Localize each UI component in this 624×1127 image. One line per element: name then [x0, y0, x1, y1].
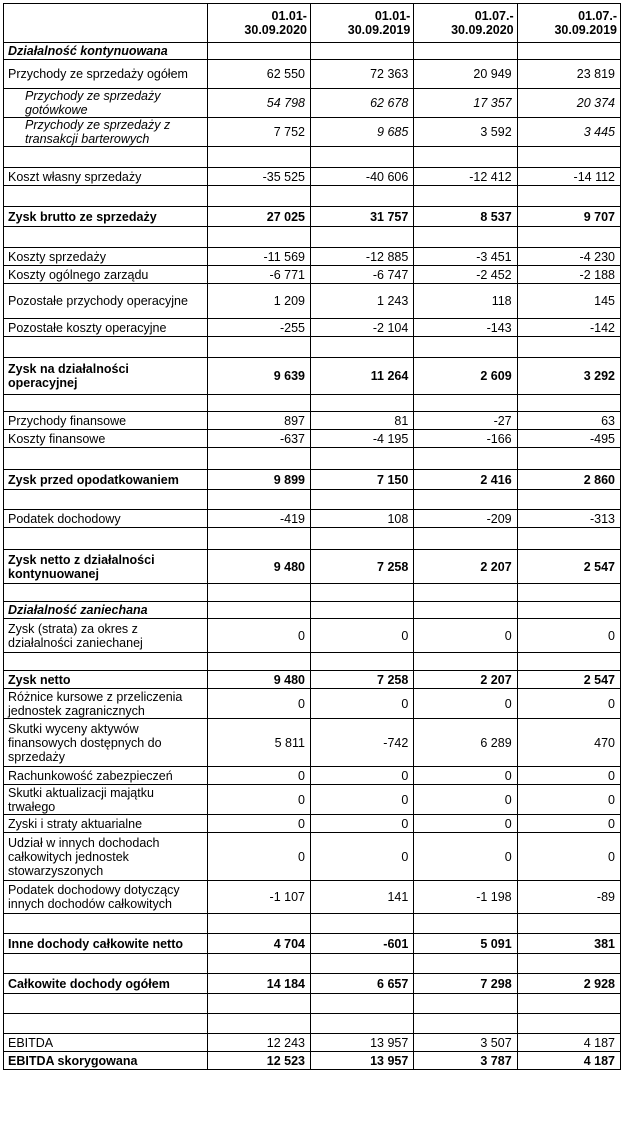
value-cell-col-3: 2 416	[414, 470, 517, 490]
value-cell-col-1	[207, 448, 310, 470]
row-label	[4, 337, 208, 358]
value-cell-col-4: 0	[517, 619, 620, 653]
value-cell-col-2	[310, 528, 413, 550]
row-label	[4, 994, 208, 1014]
value-cell-col-2	[310, 448, 413, 470]
value-cell-col-3: 8 537	[414, 207, 517, 227]
value-cell-col-1: 12 523	[207, 1052, 310, 1070]
value-cell-col-4: 2 928	[517, 974, 620, 994]
value-cell-col-2: 81	[310, 412, 413, 430]
value-cell-col-2: 7 258	[310, 550, 413, 584]
value-cell-col-2: 108	[310, 510, 413, 528]
value-cell-col-1: -1 107	[207, 881, 310, 914]
table-row	[4, 689, 621, 719]
value-cell-col-3: 118	[414, 284, 517, 319]
row-label: Zysk (strata) za okres z działalności zaniechanej	[4, 619, 208, 653]
spacer-row	[4, 954, 621, 974]
value-cell-col-1: 897	[207, 412, 310, 430]
row-label: Działalność kontynuowana	[4, 43, 208, 60]
value-cell-col-1: 0	[207, 785, 310, 815]
table-row	[4, 833, 621, 881]
value-cell-col-2: 6 657	[310, 974, 413, 994]
value-cell-col-4: 381	[517, 934, 620, 954]
value-cell-col-4	[517, 602, 620, 619]
value-cell-col-3: 0	[414, 785, 517, 815]
table-row	[4, 248, 621, 266]
value-cell-col-1	[207, 43, 310, 60]
value-cell-col-4: 20 374	[517, 89, 620, 118]
spacer-row	[4, 227, 621, 248]
value-cell-col-1: 9 639	[207, 358, 310, 395]
value-cell-col-3	[414, 954, 517, 974]
value-cell-col-4	[517, 584, 620, 602]
value-cell-col-4	[517, 186, 620, 207]
value-cell-col-2	[310, 1014, 413, 1034]
row-label: Zysk przed opodatkowaniem	[4, 470, 208, 490]
row-label	[4, 395, 208, 412]
value-cell-col-1	[207, 395, 310, 412]
value-cell-col-4: 145	[517, 284, 620, 319]
row-label: Zysk brutto ze sprzedaży	[4, 207, 208, 227]
value-cell-col-1	[207, 227, 310, 248]
table-row	[4, 207, 621, 227]
row-label: Działalność zaniechana	[4, 602, 208, 619]
header-period-4: 01.07.- 30.09.2019	[517, 4, 620, 43]
header-period-3: 01.07.- 30.09.2020	[414, 4, 517, 43]
row-label: Podatek dochodowy dotyczący innych dochodów całkowitych	[4, 881, 208, 914]
value-cell-col-2: -742	[310, 719, 413, 767]
row-label	[4, 448, 208, 470]
value-cell-col-2	[310, 227, 413, 248]
value-cell-col-2: 141	[310, 881, 413, 914]
value-cell-col-1: 0	[207, 689, 310, 719]
row-label: Inne dochody całkowite netto	[4, 934, 208, 954]
value-cell-col-4: 4 187	[517, 1034, 620, 1052]
value-cell-col-1: -11 569	[207, 248, 310, 266]
row-label: Pozostałe przychody operacyjne	[4, 284, 208, 319]
row-label: Przychody ze sprzedaży gotówkowe	[4, 89, 208, 118]
value-cell-col-4: 0	[517, 689, 620, 719]
value-cell-col-1: -255	[207, 319, 310, 337]
spacer-row	[4, 914, 621, 934]
row-label: Różnice kursowe z przeliczenia jednostek zagranicznych	[4, 689, 208, 719]
value-cell-col-3	[414, 528, 517, 550]
value-cell-col-2: 13 957	[310, 1034, 413, 1052]
value-cell-col-3: 5 091	[414, 934, 517, 954]
value-cell-col-4	[517, 490, 620, 510]
value-cell-col-2: -601	[310, 934, 413, 954]
row-label: Skutki aktualizacji majątku trwałego	[4, 785, 208, 815]
value-cell-col-2	[310, 994, 413, 1014]
value-cell-col-1: 0	[207, 815, 310, 833]
value-cell-col-3: 0	[414, 689, 517, 719]
value-cell-col-2: 1 243	[310, 284, 413, 319]
value-cell-col-4: 4 187	[517, 1052, 620, 1070]
value-cell-col-2: 7 150	[310, 470, 413, 490]
value-cell-col-1	[207, 914, 310, 934]
value-cell-col-2: 0	[310, 785, 413, 815]
value-cell-col-4: 2 860	[517, 470, 620, 490]
value-cell-col-3	[414, 653, 517, 671]
table-row	[4, 510, 621, 528]
value-cell-col-1	[207, 994, 310, 1014]
value-cell-col-4	[517, 227, 620, 248]
row-label	[4, 186, 208, 207]
value-cell-col-3: 3 787	[414, 1052, 517, 1070]
value-cell-col-3: -27	[414, 412, 517, 430]
value-cell-col-3: 3 507	[414, 1034, 517, 1052]
value-cell-col-2: 62 678	[310, 89, 413, 118]
value-cell-col-3	[414, 914, 517, 934]
header-period-2: 01.01- 30.09.2019	[310, 4, 413, 43]
row-label: Zysk netto	[4, 671, 208, 689]
value-cell-col-2	[310, 337, 413, 358]
table-row	[4, 815, 621, 833]
value-cell-col-4	[517, 337, 620, 358]
value-cell-col-2	[310, 584, 413, 602]
row-label	[4, 227, 208, 248]
table-row	[4, 470, 621, 490]
row-label	[4, 147, 208, 168]
spacer-row	[4, 147, 621, 168]
value-cell-col-2: 72 363	[310, 60, 413, 89]
row-label: Podatek dochodowy	[4, 510, 208, 528]
value-cell-col-2: 0	[310, 619, 413, 653]
value-cell-col-3	[414, 1014, 517, 1034]
value-cell-col-4: 470	[517, 719, 620, 767]
value-cell-col-2	[310, 395, 413, 412]
value-cell-col-2	[310, 653, 413, 671]
value-cell-col-1	[207, 1014, 310, 1034]
table-row	[4, 934, 621, 954]
value-cell-col-3: -3 451	[414, 248, 517, 266]
value-cell-col-3: 3 592	[414, 118, 517, 147]
value-cell-col-4: 2 547	[517, 550, 620, 584]
value-cell-col-3: -166	[414, 430, 517, 448]
value-cell-col-1: 9 480	[207, 671, 310, 689]
table-row	[4, 881, 621, 914]
value-cell-col-4	[517, 994, 620, 1014]
row-label	[4, 528, 208, 550]
spacer-row	[4, 528, 621, 550]
value-cell-col-1	[207, 528, 310, 550]
value-cell-col-4: -2 188	[517, 266, 620, 284]
table-row	[4, 671, 621, 689]
value-cell-col-3: 0	[414, 619, 517, 653]
value-cell-col-2	[310, 490, 413, 510]
value-cell-col-4	[517, 43, 620, 60]
value-cell-col-1	[207, 653, 310, 671]
row-label: Pozostałe koszty operacyjne	[4, 319, 208, 337]
value-cell-col-3: -209	[414, 510, 517, 528]
value-cell-col-4: 2 547	[517, 671, 620, 689]
value-cell-col-2: 0	[310, 833, 413, 881]
value-cell-col-2: 13 957	[310, 1052, 413, 1070]
table-row	[4, 1052, 621, 1070]
value-cell-col-3	[414, 337, 517, 358]
value-cell-col-1: 9 899	[207, 470, 310, 490]
value-cell-col-1: 62 550	[207, 60, 310, 89]
value-cell-col-1	[207, 602, 310, 619]
table-row	[4, 168, 621, 186]
value-cell-col-4: 3 445	[517, 118, 620, 147]
spacer-row	[4, 490, 621, 510]
row-label: Koszty finansowe	[4, 430, 208, 448]
value-cell-col-1	[207, 954, 310, 974]
value-cell-col-3: 2 207	[414, 671, 517, 689]
value-cell-col-1: 0	[207, 833, 310, 881]
value-cell-col-2: -12 885	[310, 248, 413, 266]
value-cell-col-3: -2 452	[414, 266, 517, 284]
value-cell-col-4: -4 230	[517, 248, 620, 266]
spacer-row	[4, 337, 621, 358]
row-label: Zyski i straty aktuarialne	[4, 815, 208, 833]
row-label: Całkowite dochody ogółem	[4, 974, 208, 994]
row-label	[4, 1014, 208, 1034]
row-label	[4, 914, 208, 934]
value-cell-col-4: 0	[517, 785, 620, 815]
value-cell-col-3: 0	[414, 815, 517, 833]
value-cell-col-2: -2 104	[310, 319, 413, 337]
table-row	[4, 412, 621, 430]
value-cell-col-3	[414, 490, 517, 510]
table-row	[4, 550, 621, 584]
row-label	[4, 490, 208, 510]
value-cell-col-2	[310, 186, 413, 207]
value-cell-col-2: -40 606	[310, 168, 413, 186]
value-cell-col-3: 7 298	[414, 974, 517, 994]
value-cell-col-4: 0	[517, 767, 620, 785]
value-cell-col-1: 1 209	[207, 284, 310, 319]
value-cell-col-4: -495	[517, 430, 620, 448]
value-cell-col-1: -637	[207, 430, 310, 448]
row-label: Przychody finansowe	[4, 412, 208, 430]
table-row	[4, 767, 621, 785]
value-cell-col-2: 31 757	[310, 207, 413, 227]
spacer-row	[4, 584, 621, 602]
row-label: Koszty ogólnego zarządu	[4, 266, 208, 284]
value-cell-col-3: 0	[414, 833, 517, 881]
value-cell-col-2: 9 685	[310, 118, 413, 147]
value-cell-col-4	[517, 448, 620, 470]
value-cell-col-3	[414, 227, 517, 248]
value-cell-col-1	[207, 490, 310, 510]
value-cell-col-1: -419	[207, 510, 310, 528]
value-cell-col-3: 2 207	[414, 550, 517, 584]
value-cell-col-2: -6 747	[310, 266, 413, 284]
table-row	[4, 602, 621, 619]
table-row	[4, 719, 621, 767]
row-label	[4, 653, 208, 671]
value-cell-col-1	[207, 337, 310, 358]
value-cell-col-4: 9 707	[517, 207, 620, 227]
value-cell-col-4: -89	[517, 881, 620, 914]
value-cell-col-3	[414, 602, 517, 619]
row-label: Koszt własny sprzedaży	[4, 168, 208, 186]
row-label: Przychody ze sprzedaży z transakcji barterowych	[4, 118, 208, 147]
value-cell-col-3	[414, 147, 517, 168]
value-cell-col-3: -1 198	[414, 881, 517, 914]
row-label	[4, 584, 208, 602]
value-cell-col-1	[207, 584, 310, 602]
row-label: Rachunkowość zabezpieczeń	[4, 767, 208, 785]
spacer-row	[4, 653, 621, 671]
table-row	[4, 89, 621, 118]
header-row	[4, 4, 621, 43]
value-cell-col-4	[517, 653, 620, 671]
value-cell-col-3	[414, 43, 517, 60]
value-cell-col-4	[517, 954, 620, 974]
spacer-row	[4, 395, 621, 412]
value-cell-col-1: 27 025	[207, 207, 310, 227]
table-row	[4, 118, 621, 147]
value-cell-col-3: 6 289	[414, 719, 517, 767]
row-label: Zysk netto z działalności kontynuowanej	[4, 550, 208, 584]
spacer-row	[4, 994, 621, 1014]
spacer-row	[4, 186, 621, 207]
value-cell-col-3: 2 609	[414, 358, 517, 395]
table-row	[4, 60, 621, 89]
value-cell-col-1: 14 184	[207, 974, 310, 994]
value-cell-col-3	[414, 994, 517, 1014]
value-cell-col-4: -142	[517, 319, 620, 337]
value-cell-col-2: 0	[310, 815, 413, 833]
table-body	[4, 4, 621, 1070]
value-cell-col-3: 0	[414, 767, 517, 785]
table-row	[4, 785, 621, 815]
row-label: Przychody ze sprzedaży ogółem	[4, 60, 208, 89]
value-cell-col-2	[310, 914, 413, 934]
table-row	[4, 319, 621, 337]
table-row	[4, 284, 621, 319]
value-cell-col-4: -313	[517, 510, 620, 528]
value-cell-col-1	[207, 186, 310, 207]
value-cell-col-2	[310, 954, 413, 974]
value-cell-col-2	[310, 43, 413, 60]
value-cell-col-3	[414, 448, 517, 470]
value-cell-col-2: 7 258	[310, 671, 413, 689]
value-cell-col-4	[517, 147, 620, 168]
value-cell-col-2: 0	[310, 767, 413, 785]
value-cell-col-4	[517, 528, 620, 550]
table-row	[4, 619, 621, 653]
value-cell-col-1: 0	[207, 767, 310, 785]
value-cell-col-4	[517, 1014, 620, 1034]
value-cell-col-2: -4 195	[310, 430, 413, 448]
value-cell-col-3	[414, 584, 517, 602]
table-row	[4, 1034, 621, 1052]
table-row	[4, 974, 621, 994]
value-cell-col-1: -6 771	[207, 266, 310, 284]
value-cell-col-1: 9 480	[207, 550, 310, 584]
row-label: Skutki wyceny aktywów finansowych dostępnych do sprzedaży	[4, 719, 208, 767]
value-cell-col-1: 7 752	[207, 118, 310, 147]
value-cell-col-4: 63	[517, 412, 620, 430]
value-cell-col-4	[517, 914, 620, 934]
value-cell-col-4: 0	[517, 815, 620, 833]
value-cell-col-3: 17 357	[414, 89, 517, 118]
value-cell-col-3: -12 412	[414, 168, 517, 186]
table-row	[4, 43, 621, 60]
value-cell-col-4: -14 112	[517, 168, 620, 186]
row-label: EBITDA	[4, 1034, 208, 1052]
value-cell-col-4: 23 819	[517, 60, 620, 89]
table-row	[4, 266, 621, 284]
value-cell-col-3: -143	[414, 319, 517, 337]
value-cell-col-4: 0	[517, 833, 620, 881]
value-cell-col-2: 11 264	[310, 358, 413, 395]
value-cell-col-3	[414, 395, 517, 412]
value-cell-col-3	[414, 186, 517, 207]
value-cell-col-1: 0	[207, 619, 310, 653]
value-cell-col-1	[207, 147, 310, 168]
value-cell-col-1: 5 811	[207, 719, 310, 767]
header-label-cell	[4, 4, 208, 43]
value-cell-col-4: 3 292	[517, 358, 620, 395]
value-cell-col-2	[310, 602, 413, 619]
table-row	[4, 430, 621, 448]
value-cell-col-1: 54 798	[207, 89, 310, 118]
value-cell-col-1: -35 525	[207, 168, 310, 186]
value-cell-col-1: 4 704	[207, 934, 310, 954]
spacer-row	[4, 448, 621, 470]
value-cell-col-1: 12 243	[207, 1034, 310, 1052]
value-cell-col-2	[310, 147, 413, 168]
financial-statement-table	[3, 3, 621, 1070]
value-cell-col-2: 0	[310, 689, 413, 719]
value-cell-col-4	[517, 395, 620, 412]
row-label	[4, 954, 208, 974]
row-label: EBITDA skorygowana	[4, 1052, 208, 1070]
row-label: Koszty sprzedaży	[4, 248, 208, 266]
spacer-row	[4, 1014, 621, 1034]
row-label: Udział w innych dochodach całkowitych jednostek stowarzyszonych	[4, 833, 208, 881]
row-label: Zysk na działalności operacyjnej	[4, 358, 208, 395]
table-row	[4, 358, 621, 395]
value-cell-col-3: 20 949	[414, 60, 517, 89]
header-period-1: 01.01- 30.09.2020	[207, 4, 310, 43]
